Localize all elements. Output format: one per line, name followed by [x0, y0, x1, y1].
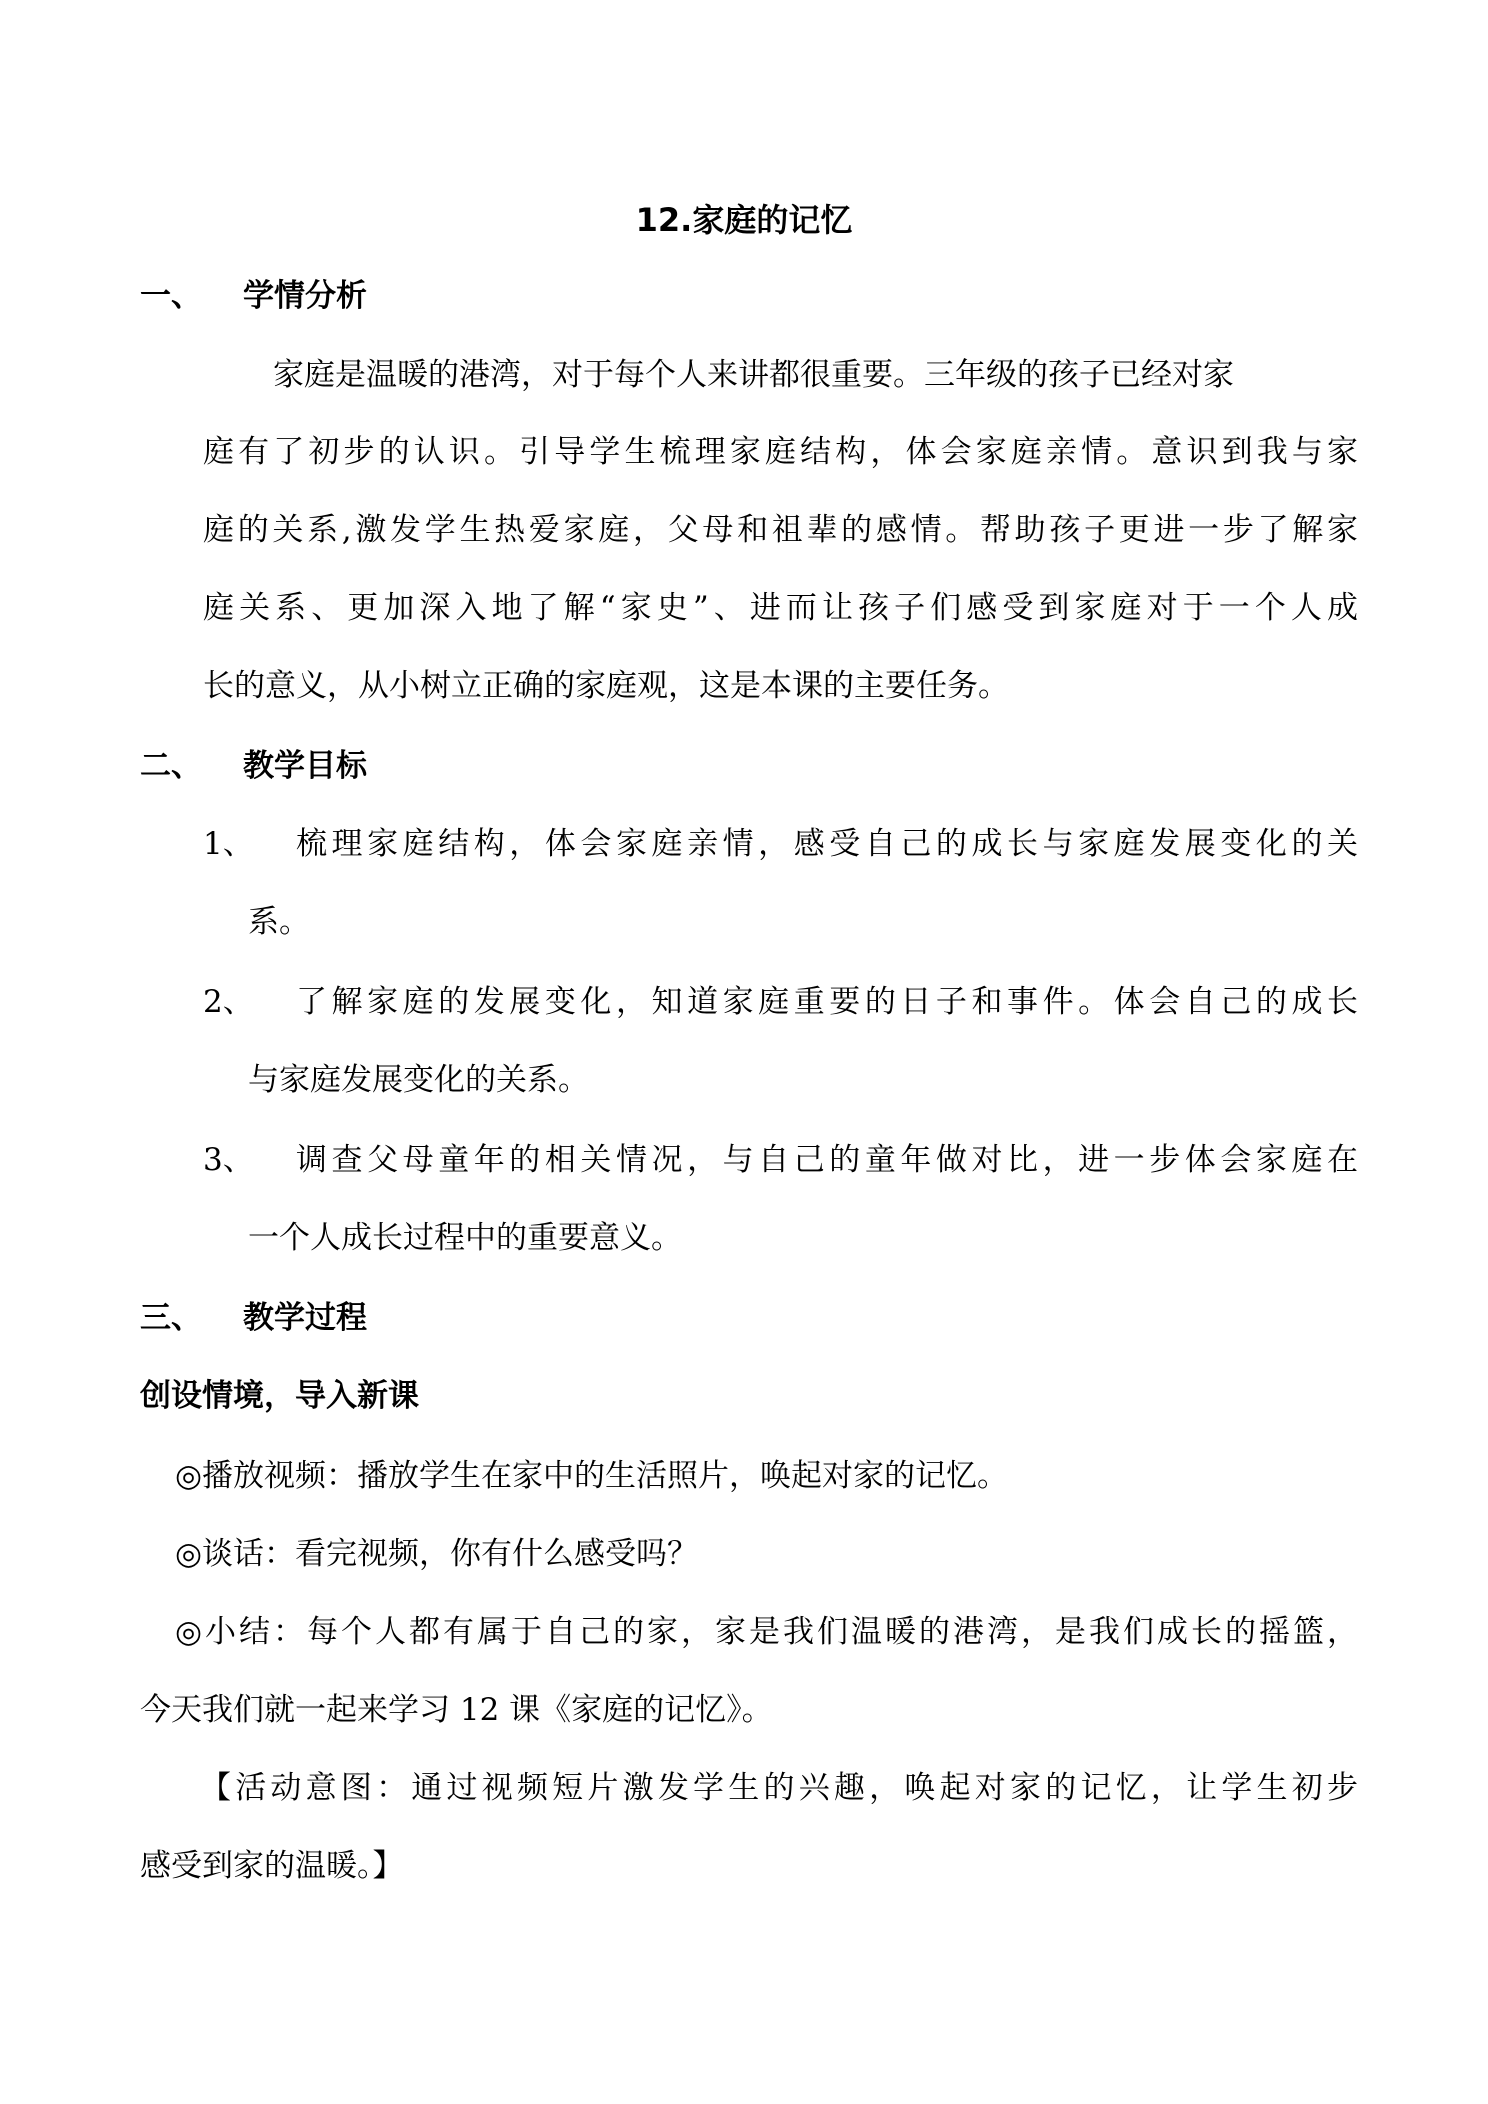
- objective-3-line-2: 一个人成长过程中的重要意义。: [248, 1220, 682, 1256]
- process-summary-line-1: ◎小结：每个人都有属于自己的家，家是我们温暖的港湾，是我们成长的摇篮，: [175, 1614, 1358, 1650]
- document-title: 12.家庭的记忆: [635, 201, 853, 239]
- section-1-heading: 学情分析: [243, 278, 367, 314]
- section-1-number: 一、: [140, 278, 202, 314]
- objective-1-number: 1、: [203, 826, 254, 862]
- section-2-number: 二、: [140, 748, 202, 784]
- section-3-subheading: 创设情境，导入新课: [140, 1378, 419, 1414]
- objective-1-line-1: 梳理家庭结构，体会家庭亲情，感受自己的成长与家庭发展变化的关: [296, 826, 1358, 862]
- section-2-heading: 教学目标: [243, 748, 367, 784]
- section-1-line-1: 家庭是温暖的港湾，对于每个人来讲都很重要。三年级的孩子已经对家: [273, 357, 1234, 393]
- objective-2-line-1: 了解家庭的发展变化，知道家庭重要的日子和事件。体会自己的成长: [296, 984, 1358, 1020]
- section-3-heading: 教学过程: [243, 1300, 367, 1336]
- section-1-line-4: 庭关系、更加深入地了解“家史”、进而让孩子们感受到家庭对于一个人成: [203, 590, 1358, 626]
- section-1-line-5: 长的意义，从小树立正确的家庭观，这是本课的主要任务。: [203, 668, 1009, 704]
- activity-intent-line-1: 【活动意图：通过视频短片激发学生的兴趣，唤起对家的记忆，让学生初步: [200, 1770, 1358, 1806]
- objective-2-number: 2、: [203, 984, 254, 1020]
- process-talk-paragraph: ◎谈话：看完视频，你有什么感受吗？: [175, 1536, 699, 1572]
- objective-3-number: 3、: [203, 1142, 254, 1178]
- section-3-number: 三、: [140, 1300, 202, 1336]
- objective-1-line-2: 系。: [248, 904, 310, 940]
- objective-2-line-2: 与家庭发展变化的关系。: [248, 1062, 589, 1098]
- process-video-paragraph: ◎播放视频：播放学生在家中的生活照片，唤起对家的记忆。: [175, 1458, 1009, 1494]
- activity-intent-line-2: 感受到家的温暖。】: [140, 1848, 404, 1884]
- objective-3-line-1: 调查父母童年的相关情况，与自己的童年做对比，进一步体会家庭在: [296, 1142, 1358, 1178]
- section-1-line-3: 庭的关系,激发学生热爱家庭，父母和祖辈的感情。帮助孩子更进一步了解家: [203, 512, 1358, 548]
- section-1-line-2: 庭有了初步的认识。引导学生梳理家庭结构，体会家庭亲情。意识到我与家: [203, 434, 1358, 470]
- process-summary-line-2: 今天我们就一起来学习 12 课《家庭的记忆》。: [140, 1692, 773, 1728]
